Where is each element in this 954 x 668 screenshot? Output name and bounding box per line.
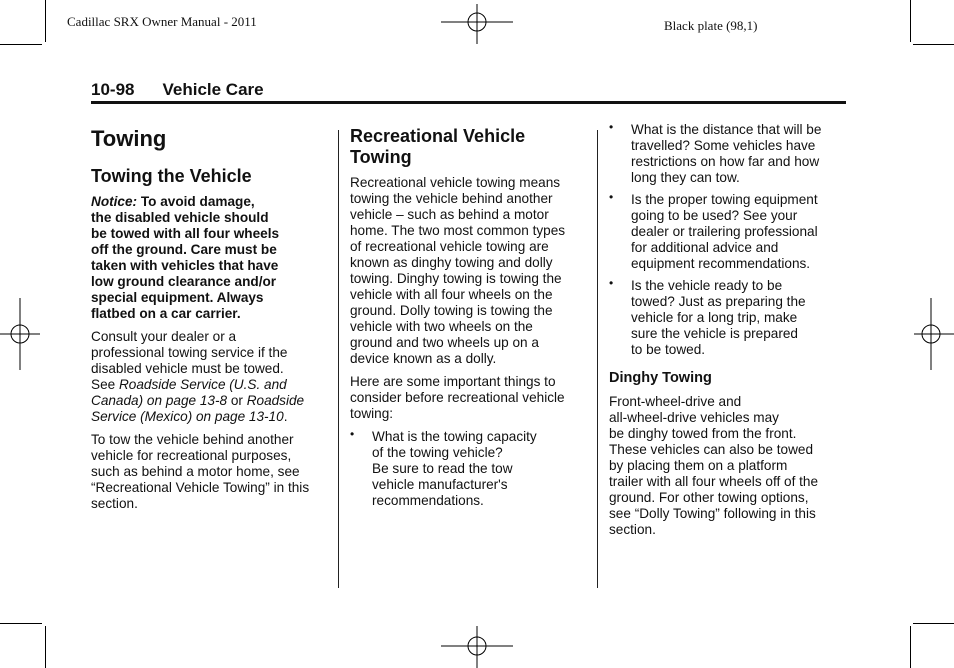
section-heading bbox=[91, 80, 264, 100]
bullet-text: What is the distance that will be travelled? Some vehicles have restrictions on how far and how long they can tow. bbox=[631, 122, 822, 185]
bullet-icon: • bbox=[609, 120, 614, 134]
registration-mark-right-icon bbox=[914, 298, 954, 370]
crop-mark-bl-v bbox=[45, 626, 46, 668]
paragraph-rv-towing-definition: Recreational vehicle towing means towing the vehicle behind another vehicle – such as behind a motor home. The two most common types of recreational vehicle towing are known as dinghy towing and dolly towing. Dinghy towing is towing the vehicle with all four wheels on the ground. Dolly towing is towing the vehicle with two wheels on the ground and two wheels up on a device known as a dolly. bbox=[350, 175, 566, 366]
paragraph-consult-dealer bbox=[91, 329, 329, 425]
bullet-vehicle-ready bbox=[609, 278, 845, 358]
paragraph-text: . bbox=[283, 409, 288, 424]
paragraph-text: or bbox=[227, 393, 247, 408]
bullet-distance bbox=[609, 122, 845, 186]
bullet-icon: • bbox=[609, 276, 614, 290]
subheading-dinghy-towing: Dinghy Towing bbox=[609, 370, 712, 386]
crop-mark-br-v bbox=[910, 626, 911, 668]
bullet-towing-capacity bbox=[350, 429, 586, 509]
page-number: 10-98 bbox=[91, 80, 135, 99]
xref-roadside-mexico[interactable]: Roadside Service (Mexico) on page 13-10 bbox=[91, 393, 305, 424]
bullet-icon: • bbox=[609, 190, 614, 204]
registration-mark-left-icon bbox=[0, 298, 40, 370]
notice-text: To avoid damage, the disabled vehicle should be towed with all four wheels off the ground. Care must be taken with vehicles that have low ground clearance and/or special equipment. Always flatbed on a car carrier. bbox=[91, 194, 280, 321]
registration-mark-bottom-icon bbox=[441, 626, 513, 668]
column-2 bbox=[350, 126, 586, 515]
registration-mark-top-icon bbox=[441, 4, 513, 44]
subheading-towing-the-vehicle: Towing the Vehicle bbox=[91, 166, 252, 186]
column-3 bbox=[609, 122, 845, 545]
paragraph-dinghy-towing: Front-wheel-drive and all-wheel-drive vehicles may be dinghy towed from the front. These vehicles can also be towed by placing them on a platform trailer with all four wheels off of the ground. For other towing options, see “Dolly Towing” following in this section. bbox=[609, 394, 819, 537]
header-rule bbox=[91, 101, 846, 104]
page-title: Towing bbox=[91, 126, 167, 151]
paragraph-recreational-purposes: To tow the vehicle behind another vehicle for recreational purposes, such as behind a motor home, see “Recreational Vehicle Towing” in this section. bbox=[91, 432, 310, 511]
crop-mark-br-h bbox=[913, 623, 954, 624]
crop-mark-bl-h bbox=[0, 623, 42, 624]
crop-mark-tr-h bbox=[913, 44, 954, 45]
column-divider-2 bbox=[597, 130, 598, 588]
bullet-equipment bbox=[609, 192, 845, 272]
plate-label: Black plate (98,1) bbox=[664, 18, 758, 33]
bullet-icon: • bbox=[350, 427, 355, 441]
paragraph-things-to-consider: Here are some important things to consider before recreational vehicle towing: bbox=[350, 374, 565, 421]
subheading-recreational-vehicle-towing: Recreational Vehicle Towing bbox=[350, 126, 526, 167]
column-divider-1 bbox=[338, 130, 339, 588]
crop-mark-tr-v bbox=[910, 0, 911, 42]
column-1 bbox=[91, 126, 329, 519]
crop-mark-tl-v bbox=[45, 0, 46, 42]
paragraph-text: Consult your dealer or a professional towing service if the disabled vehicle must be towed. See bbox=[91, 329, 288, 392]
bullet-text: Is the proper towing equipment going to be used? See your dealer or trailering professional for additional advice and equipment recommendations. bbox=[631, 192, 818, 271]
section-title: Vehicle Care bbox=[162, 80, 264, 99]
bullet-text: What is the towing capacity of the towing vehicle? Be sure to read the tow vehicle manufacturer's recommendations. bbox=[372, 429, 537, 508]
manual-title: Cadillac SRX Owner Manual - 2011 bbox=[67, 14, 257, 29]
xref-roadside-us[interactable]: Roadside Service (U.S. and Canada) on page 13-8 bbox=[91, 377, 287, 408]
notice-label: Notice: bbox=[91, 194, 138, 209]
bullet-text: Is the vehicle ready to be towed? Just as preparing the vehicle for a long trip, make sure the vehicle is prepared to be towed. bbox=[631, 278, 806, 357]
crop-mark-tl-h bbox=[0, 44, 42, 45]
notice-block bbox=[91, 194, 329, 322]
